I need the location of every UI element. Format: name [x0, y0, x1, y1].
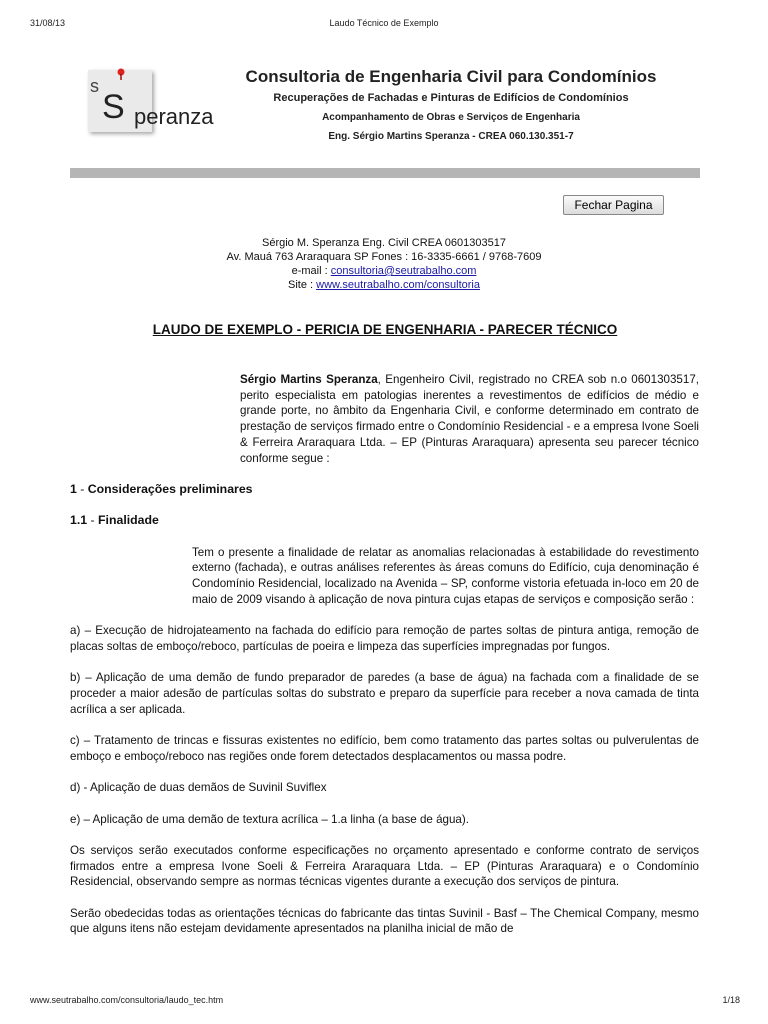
contact-name: Sérgio M. Speranza Eng. Civil CREA 0601303517: [262, 237, 506, 249]
site-link[interactable]: www.seutrabalho.com/consultoria: [316, 279, 480, 291]
firm-name: Consultoria de Engenharia Civil para Condomínios: [245, 67, 657, 86]
header-divider: [70, 168, 700, 178]
intro-text: , Engenheiro Civil, registrado no CREA sob n.o 0601303517, perito especialista em patologias inerentes a revestimentos de edifícios de médio e grande porte, no âmbito da Engenharia Civil, e conforme determinado em contrato de prestação de serviços firmado entre o Condomínio Residencial - e a empresa Ivone Soeli & Ferreira Araraquara Ltda. – EP (Pinturas Araraquara) apresenta seu parecer técnico conforme segue :: [240, 373, 699, 465]
print-date: 31/08/13: [30, 18, 66, 28]
service-item-d: d) - Aplicação de duas demãos de Suvinil Suviflex: [70, 781, 327, 795]
purpose-paragraph: Tem o presente a finalidade de relatar as anomalias relacionadas à estabilidade do revestimento externo (fachada), e outras análises referentes às áreas comuns do Edifício, cuja denominação é Condomínio Residencial, localizado na Avenida – SP, conforme vistoria efetuada in-loco em 20 de maio de 2009 visando à aplicação de nova pintura cujas etapas de serviços e composição serão :: [192, 545, 699, 606]
section-1-number: 1: [70, 481, 77, 496]
document-title: LAUDO DE EXEMPLO - PERICIA DE ENGENHARIA - PARECER TÉCNICO: [152, 322, 618, 337]
logo-big-letter: S: [102, 88, 125, 126]
contact-block: [120, 236, 648, 292]
firm-header: [216, 66, 686, 142]
firm-tagline-1: Recuperações de Fachadas e Pinturas de Edifícios de Condomínios: [273, 92, 629, 104]
document-body: [70, 372, 699, 953]
contact-site-row: [120, 278, 648, 292]
service-item-b: b) – Aplicação de uma demão de fundo preparador de paredes (a base de água) na fachada com a finalidade de se proceder a maior adesão de partículas soltas do substrato e preparo da superfície para receber a nova camada de tinta acrílica a ser aplicada.: [70, 671, 699, 716]
contact-email-row: [120, 264, 648, 278]
section-1-1-dash: -: [87, 513, 99, 528]
firm-engineer: Eng. Sérgio Martins Speranza - CREA 060.130.351-7: [328, 131, 574, 142]
email-label: e-mail :: [291, 265, 331, 277]
print-url: www.seutrabalho.com/consultoria/laudo_tec.htm: [30, 995, 224, 1005]
pushpin-icon: [116, 68, 126, 80]
print-title: Laudo Técnico de Exemplo: [329, 18, 439, 28]
section-1-title: Considerações preliminares: [87, 481, 253, 496]
services-paragraph: Os serviços serão executados conforme especificações no orçamento apresentado e conforme contrato de serviços firmados entre a empresa Ivone Soeli & Ferreira Araraquara Ltda. – EP (Pinturas Araraquara) e o Condomínio Residencial, observando sempre as normas técnicas vigentes durante a execução dos serviços de pintura.: [70, 843, 699, 889]
page-number: 1/18: [722, 995, 740, 1005]
contact-address: Av. Mauá 763 Araraquara SP Fones : 16-3335-6661 / 9768-7609: [226, 251, 542, 263]
logo-text: peranza: [134, 104, 214, 129]
section-1-dash: -: [76, 481, 88, 496]
service-item-e: e) – Aplicação de uma demão de textura acrílica – 1.a linha (a base de água).: [70, 812, 469, 826]
email-link[interactable]: consultoria@seutrabalho.com: [330, 265, 477, 277]
intro-paragraph: [70, 372, 699, 466]
orientation-paragraph: Serão obedecidas todas as orientações técnicas do fabricante das tintas Suvinil - Basf – The Chemical Company, mesmo que alguns itens não estejam devidamente apresentados na planilha inicial de mão de: [70, 906, 699, 936]
author-name: Sérgio Martins Speranza: [240, 373, 378, 386]
site-label: Site :: [288, 279, 317, 291]
section-1-1-number: 1.1: [70, 513, 88, 528]
speranza-logo: [86, 70, 216, 132]
service-item-c: c) – Tratamento de trincas e fissuras existentes no edifício, bem como tratamento das partes soltas ou pulverulentas de emboço e emboço/reboco nas regiões onde forem detectados desplacamentos ou massa podre.: [70, 734, 699, 763]
section-1-heading: [70, 482, 699, 498]
section-1-1-heading: [70, 513, 699, 529]
section-1-1-title: Finalidade: [98, 513, 159, 528]
close-page-button[interactable]: Fechar Pagina: [563, 195, 664, 215]
service-item-a: a) – Execução de hidrojateamento na fachada do edifício para remoção de partes soltas de pintura antiga, remoção de placas soltas de emboço/reboco, partículas de poeira e limpeza das superfícies impregnadas por fungos.: [70, 624, 699, 653]
logo-small-letter: s: [90, 76, 99, 96]
firm-tagline-2: Acompanhamento de Obras e Serviços de Engenharia: [322, 112, 580, 123]
